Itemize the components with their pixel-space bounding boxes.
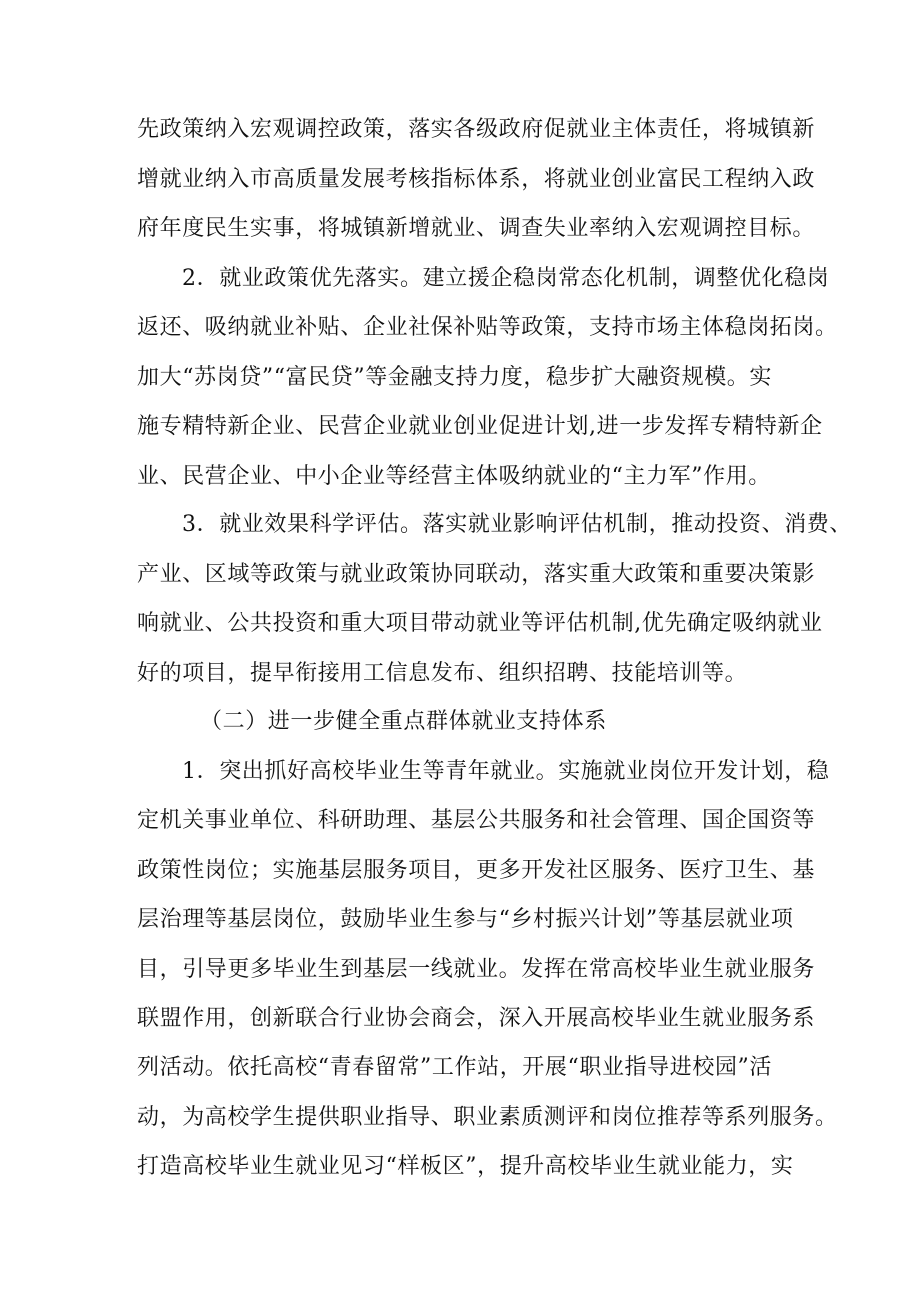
text-line: 施专精特新企业、民营企业就业创业促进计划,进一步发挥专精特新企 (137, 414, 823, 439)
text-line: 政策性岗位；实施基层服务项目，更多开发社区服务、医疗卫生、基 (137, 858, 816, 883)
section-heading: （二）进一步健全重点群体就业支持体系 (200, 709, 607, 734)
text-line: 产业、区域等政策与就业政策协同联动，落实重大政策和重要决策影 (137, 562, 816, 587)
text-line: 联盟作用，创新联合行业协会商会，深入开展高校毕业生就业服务系 (137, 1006, 816, 1031)
text-line: 目，引导更多毕业生到基层一线就业。发挥在常高校毕业生就业服务 (137, 957, 816, 982)
text-line: 返还、吸纳就业补贴、企业社保补贴等政策，支持市场主体稳岗拓岗。 (137, 315, 838, 340)
paragraph-start-line: 1．突出抓好高校毕业生等青年就业。实施就业岗位开发计划，稳 (182, 759, 830, 784)
text-line: 动，为高校学生提供职业指导、职业素质测评和岗位推荐等系列服务。 (137, 1105, 838, 1130)
text-line: 府年度民生实事，将城镇新增就业、调查失业率纳入宏观调控目标。 (137, 216, 816, 241)
text-line: 定机关事业单位、科研助理、基层公共服务和社会管理、国企国资等 (137, 808, 816, 833)
text-line: 响就业、公共投资和重大项目带动就业等评估机制,优先确定吸纳就业 (137, 611, 823, 636)
text-line: 业、民营企业、中小企业等经营主体吸纳就业的“主力军”作用。 (137, 464, 771, 489)
text-line: 层治理等基层岗位，鼓励毕业生参与“乡村振兴计划”等基层就业项 (137, 907, 794, 932)
paragraph-start-line: 2．就业政策优先落实。建立援企稳岗常态化机制，调整优化稳岗 (182, 266, 830, 291)
text-line: 打造高校毕业生就业见习“样板区”，提升高校毕业生就业能力，实 (137, 1154, 794, 1179)
text-line: 列活动。依托高校“青春留常”工作站，开展“职业指导进校园”活 (137, 1055, 772, 1080)
paragraph-start-line: 3．就业效果科学评估。落实就业影响评估机制，推动投资、消费、 (182, 512, 852, 537)
text-line: 好的项目，提早衔接用工信息发布、组织招聘、技能培训等。 (137, 661, 748, 686)
text-line: 增就业纳入市高质量发展考核指标体系，将就业创业富民工程纳入政 (137, 167, 816, 192)
text-line: 先政策纳入宏观调控政策，落实各级政府促就业主体责任，将城镇新 (137, 117, 816, 142)
text-line: 加大“苏岗贷”“富民贷”等金融支持力度，稳步扩大融资规模。实 (137, 365, 772, 390)
